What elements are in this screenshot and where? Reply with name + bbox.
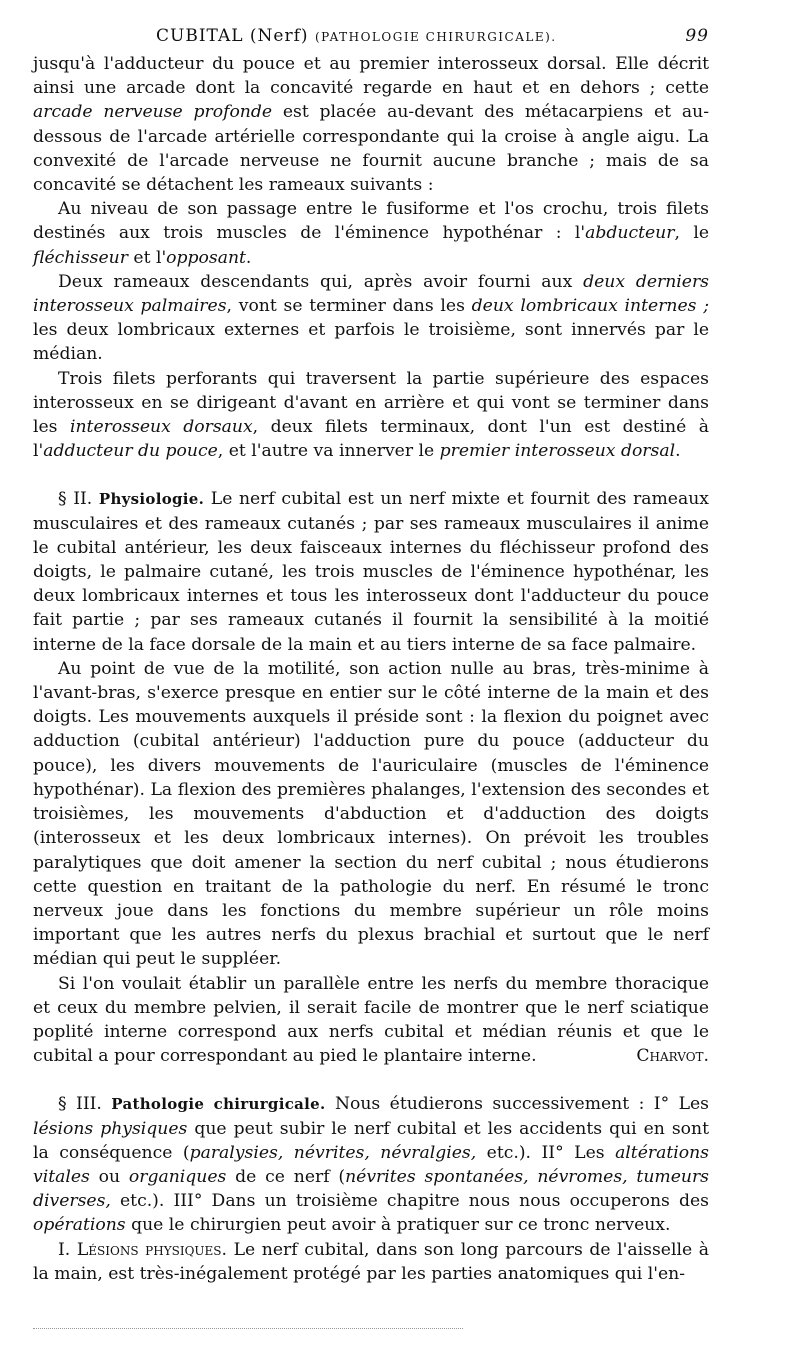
section-physiologie: § II. Physiologie. Le nerf cubital est un nerf mixte et fournit des rameaux musculaires et des rameaux cutanés ; par ses rameaux musculaires il anime le cubital antérieur, les deux faisceaux internes du fléchisseur profond des doigts, le palmaire cutané, les trois muscles de l'éminence hypothénar, les deux lombricaux internes et tous les interosseux dont l'adducteur du pouce fait partie ; par ses rameaux cutanés il fournit la sensibilité à la moitié interne de la face dorsale de la main et au tiers interne de sa face palmaire. — [33, 489, 709, 655]
section-heading: Physiologie. — [98, 490, 205, 509]
header-title-main: CUBITAL (Nerf) — [156, 26, 309, 46]
section-heading: Pathologie chirurgicale. — [111, 1095, 326, 1114]
section-pathologie: § III. Pathologie chirurgicale. Nous étudierons successivement : I° Les lésions physiques que peut subir le nerf cubital et les accidents qui en sont la conséquence (paralysies, névrites, névralgies, etc.). II° Les altérations vitales ou organiques de ce nerf (névrites spontanées, névromes, tumeurs diverses, etc.). III° Dans un troisième chapitre nous nous occuperons des opérations que le chirurgien peut avoir à pratiquer sur ce tronc nerveux. — [33, 1094, 710, 1236]
footer-dotted-rule — [33, 1328, 463, 1330]
paragraph-motilite: Au point de vue de la motilité, son action nulle au bras, très-minime à l'avant-bras, s'exerce presque en entier sur le côté interne de la main et des doigts. Les mouvements auxquels il préside sont : la flexion du poignet avec adduction (cubital antérieur) l'adduction pure du pouce (adducteur du pouce), les divers mouvements de l'auriculaire (muscles de l'éminence hypothénar). La flexion des premières phalanges, l'extension des secondes et troisièmes, les mouvements d'abduction et d'adduction des doigts (interosseux et les deux lombricaux internes). On prévoit les troubles paralytiques que doit amener la section du nerf cubital ; nous étudierons cette question en traitant de la pathologie du nerf. En résumé le tronc nerveux joue dans les fonctions du membre supérieur un rôle moins important que les autres nerfs du plexus brachial et surtout que le nerf médian qui peut le suppléer. — [33, 658, 709, 970]
body-text — [33, 52, 709, 1286]
paragraph-parallele: Si l'on voulait établir un parallèle entre les nerfs du membre thoracique et ceux du membre pelvien, il serait facile de montrer que le nerf sciatique poplité interne correspond aux nerfs cubital et médian réunis et que le cubital a pour correspondant au pied le plantaire interne. Charvot. — [33, 972, 709, 1069]
paragraph-first-branch: Au niveau de son passage entre le fusiforme et l'os crochu, trois filets destinés aux trois muscles de l'éminence hypothénar : l'abducteur, le fléchisseur et l'opposant. — [33, 199, 709, 268]
header-title-sub: (PATHOLOGIE CHIRURGICALE). — [314, 30, 557, 44]
section-mark: § III. — [58, 1094, 102, 1115]
paragraph-lesions-physiques: I. Lésions physiques. Le nerf cubital, dans son long parcours de l'aisselle à la main, est très-inégalement protégé par les parties anatomiques qui l'en- — [33, 1239, 709, 1284]
subsection-label: I. Lésions physiques. — [58, 1239, 227, 1260]
section-mark: § II. — [58, 489, 93, 510]
author-signature: Charvot. — [636, 1046, 709, 1067]
paragraph-arcade: jusqu'à l'adducteur du pouce et au premier interosseux dorsal. Elle décrit ainsi une arcade dont la concavité regarde en haut et en dehors ; cette arcade nerveuse profonde est placée au-devant des métacarpiens et au-dessous de l'arcade artérielle correspondante qui la croise à angle aigu. La convexité de l'arcade nerveuse ne fournit aucune branche ; mais de sa concavité se détachent les rameaux suivants : — [33, 54, 709, 196]
page-number: 99 — [685, 26, 709, 46]
running-header — [33, 26, 709, 52]
page — [33, 26, 709, 1286]
header-title — [156, 26, 557, 46]
paragraph-descending-branches: Deux rameaux descendants qui, après avoir fourni aux deux derniers interosseux palmaires, vont se terminer dans les deux lombricaux internes ; les deux lombricaux externes et parfois le troisième, sont innervés par le médian. — [33, 271, 709, 365]
paragraph-perforating-branches: Trois filets perforants qui traversent la partie supérieure des espaces interosseux en se dirigeant d'avant en arrière et qui vont se terminer dans les interosseux dorsaux, deux filets terminaux, dont l'un est destiné à l'adducteur du pouce, et l'autre va innerver le premier interosseux dorsal. — [33, 368, 709, 462]
